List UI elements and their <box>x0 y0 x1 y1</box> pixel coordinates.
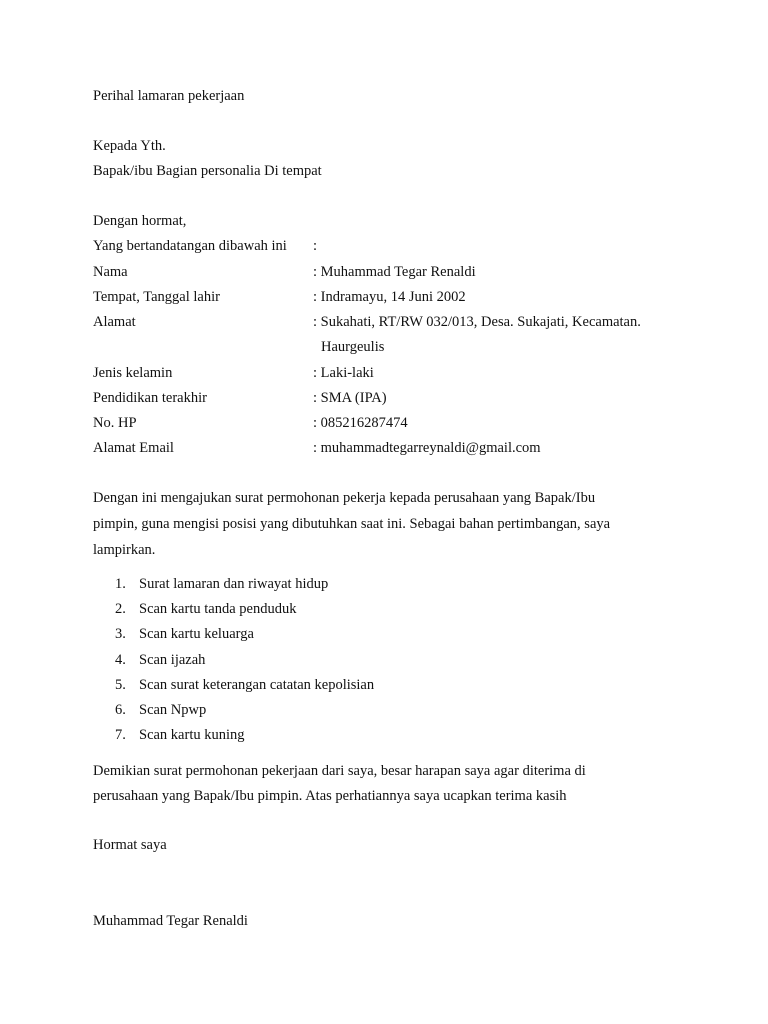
list-item-number: 2. <box>115 601 126 617</box>
body-paragraph-line-1: Dengan ini mengajukan surat permohonan pekerja kepada perusahaan yang Bapak/Ibu <box>93 490 596 506</box>
field-value: : Laki-laki <box>313 365 374 381</box>
recipient-line-1: Kepada Yth. <box>93 138 166 154</box>
signature-name: Muhammad Tegar Renaldi <box>93 913 248 929</box>
list-item-number: 6. <box>115 702 126 718</box>
list-item-number: 1. <box>115 576 126 592</box>
closing-paragraph-line-2: perusahaan yang Bapak/Ibu pimpin. Atas perhatiannya saya ucapkan terima kasih <box>93 788 567 804</box>
list-item-number: 4. <box>115 652 126 668</box>
list-item-number: 5. <box>115 677 126 693</box>
field-value-continuation: Haurgeulis <box>321 339 385 355</box>
intro-label: Yang bertandatangan dibawah ini <box>93 238 287 254</box>
list-item <box>115 625 254 643</box>
list-item-text: Scan Npwp <box>139 702 207 718</box>
field-value: : Indramayu, 14 Juni 2002 <box>313 289 466 305</box>
field-label: Jenis kelamin <box>93 365 173 381</box>
list-item-text: Scan kartu tanda penduduk <box>139 601 297 617</box>
field-label: Alamat Email <box>93 440 174 456</box>
list-item-text: Scan kartu kuning <box>139 727 245 743</box>
field-value: : Muhammad Tegar Renaldi <box>313 264 476 280</box>
sign-off: Hormat saya <box>93 837 167 853</box>
list-item <box>115 600 296 618</box>
intro-colon: : <box>313 238 318 254</box>
list-item <box>115 701 206 719</box>
list-item-text: Surat lamaran dan riwayat hidup <box>139 576 329 592</box>
body-paragraph-line-2: pimpin, guna mengisi posisi yang dibutuhkan saat ini. Sebagai bahan pertimbangan, saya <box>93 516 611 532</box>
field-label: No. HP <box>93 415 137 431</box>
recipient-line-2: Bapak/ibu Bagian personalia Di tempat <box>93 163 322 179</box>
field-value: : 085216287474 <box>313 415 408 431</box>
closing-paragraph-line-1: Demikian surat permohonan pekerjaan dari saya, besar harapan saya agar diterima di <box>93 763 586 779</box>
field-label: Tempat, Tanggal lahir <box>93 289 220 305</box>
field-value: : muhammadtegarreynaldi@gmail.com <box>313 440 541 456</box>
subject-line: Perihal lamaran pekerjaan <box>93 88 245 104</box>
list-item-text: Scan ijazah <box>139 652 206 668</box>
list-item <box>115 726 245 744</box>
list-item <box>115 575 328 593</box>
greeting: Dengan hormat, <box>93 213 187 229</box>
list-item-number: 3. <box>115 626 126 642</box>
field-label: Nama <box>93 264 128 280</box>
field-label: Pendidikan terakhir <box>93 390 207 406</box>
field-label: Alamat <box>93 314 136 330</box>
list-item <box>115 651 205 669</box>
field-value: : SMA (IPA) <box>313 390 387 406</box>
field-value: : Sukahati, RT/RW 032/013, Desa. Sukajati, Kecamatan. <box>313 314 641 330</box>
list-item <box>115 676 374 694</box>
list-item-number: 7. <box>115 727 126 743</box>
list-item-text: Scan surat keterangan catatan kepolisian <box>139 677 375 693</box>
list-item-text: Scan kartu keluarga <box>139 626 254 642</box>
body-paragraph-line-3: lampirkan. <box>93 542 156 558</box>
